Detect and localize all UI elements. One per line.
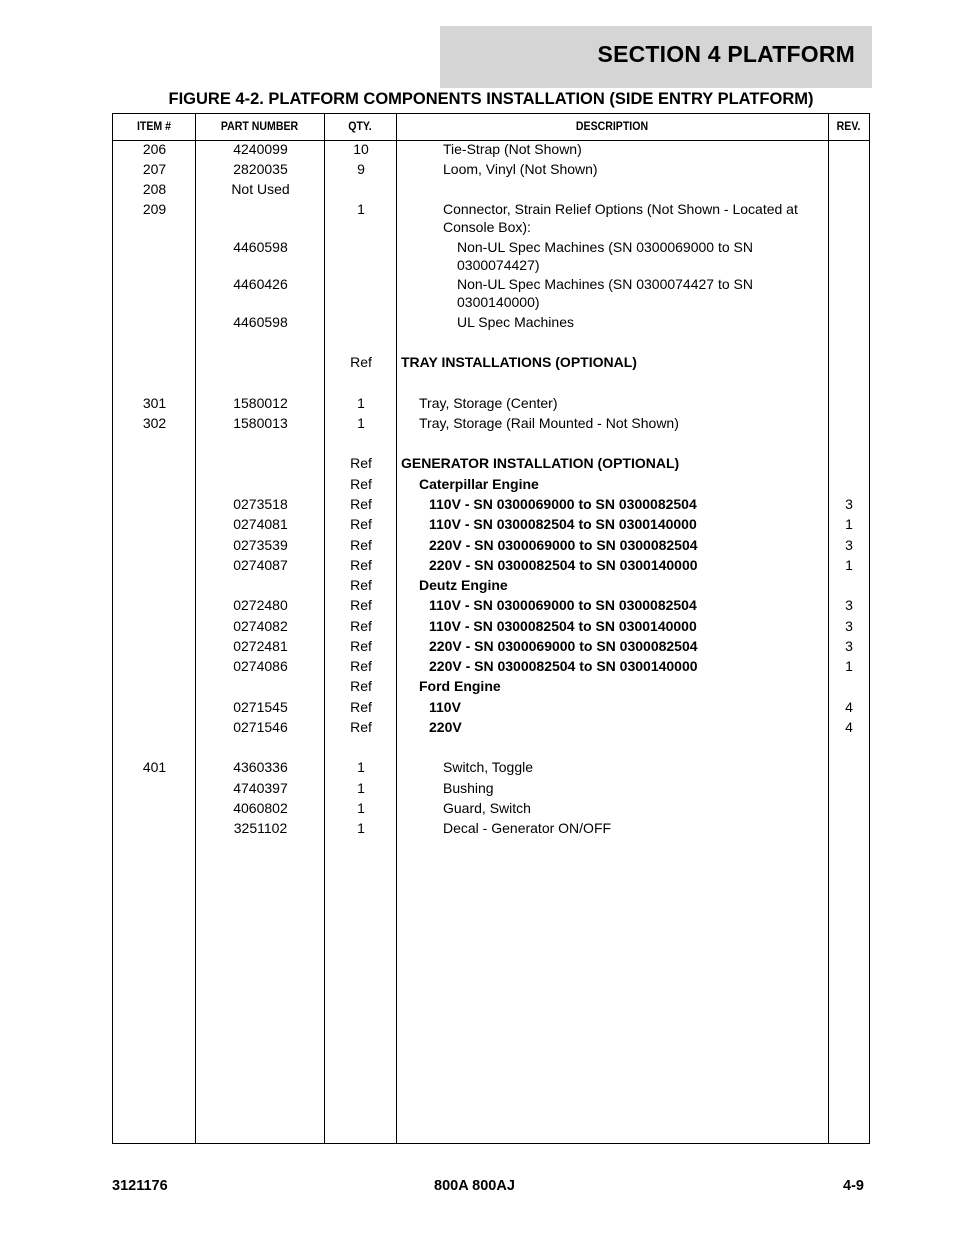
cell-item: 401 (142, 759, 167, 775)
cell-part: 1580012 (233, 395, 288, 411)
cell-desc: 110V - SN 0300082504 to SN 0300140000 (429, 618, 697, 634)
cell-desc: Caterpillar Engine (419, 476, 539, 492)
cell-qty: Ref (350, 557, 372, 573)
cell-desc: TRAY INSTALLATIONS (OPTIONAL) (401, 354, 637, 370)
cell-part: 2820035 (233, 161, 288, 177)
cell-part: 1580013 (233, 415, 288, 431)
cell-part: 0272481 (233, 638, 288, 654)
cell-part: 0273539 (233, 537, 288, 553)
cell-desc: Ford Engine (419, 678, 501, 694)
cell-part: 4360336 (233, 759, 288, 775)
cell-qty: 10 (353, 141, 369, 157)
cell-desc: 110V - SN 0300082504 to SN 0300140000 (429, 516, 697, 532)
cell-rev: 1 (845, 658, 853, 674)
cell-desc: 220V - SN 0300069000 to SN 0300082504 (429, 537, 698, 553)
header-part-number: PART NUMBER (220, 119, 299, 133)
cell-desc: Loom, Vinyl (Not Shown) (443, 161, 598, 177)
section-banner (440, 26, 872, 88)
cell-part: 4240099 (233, 141, 288, 157)
header-qty: QTY. (348, 119, 372, 133)
cell-qty: 1 (357, 780, 365, 796)
parts-table (112, 113, 870, 1144)
cell-rev: 3 (845, 618, 853, 634)
cell-part: 4460598 (233, 314, 288, 330)
cell-rev: 4 (845, 699, 853, 715)
cell-qty: Ref (350, 638, 372, 654)
cell-qty: Ref (350, 354, 372, 370)
cell-qty: 1 (357, 415, 365, 431)
figure-title: FIGURE 4-2. PLATFORM COMPONENTS INSTALLATION (SIDE ENTRY PLATFORM) (168, 90, 814, 108)
cell-qty: 1 (357, 201, 365, 217)
cell-part: 4740397 (233, 780, 288, 796)
cell-item: 206 (142, 141, 167, 157)
cell-qty: Ref (350, 455, 372, 471)
cell-qty: 1 (357, 395, 365, 411)
cell-desc: Tray, Storage (Center) (419, 395, 558, 411)
cell-desc: 110V - SN 0300069000 to SN 0300082504 (429, 496, 697, 512)
cell-qty: Ref (350, 719, 372, 735)
cell-part: 0274082 (233, 618, 288, 634)
cell-qty: Ref (350, 699, 372, 715)
cell-qty: Ref (350, 516, 372, 532)
cell-desc: Guard, Switch (443, 800, 531, 816)
cell-part: 0272480 (233, 597, 288, 613)
cell-part: 0274086 (233, 658, 288, 674)
cell-qty: Ref (350, 476, 372, 492)
cell-qty: 1 (357, 759, 365, 775)
cell-qty: 9 (357, 161, 365, 177)
cell-qty: Ref (350, 597, 372, 613)
cell-rev: 3 (845, 597, 853, 613)
cell-qty: Ref (350, 618, 372, 634)
cell-part: 4460426 (233, 276, 288, 292)
cell-qty: Ref (350, 537, 372, 553)
cell-desc: Non-UL Spec Machines (SN 0300074427 to SN 0300140000) (457, 276, 753, 310)
cell-part: 0274081 (233, 516, 288, 532)
table-header (113, 114, 869, 141)
cell-item: 208 (142, 181, 167, 197)
cell-part: 0273518 (233, 496, 288, 512)
cell-desc: Deutz Engine (419, 577, 508, 593)
cell-desc: Non-UL Spec Machines (SN 0300069000 to SN 0300074427) (457, 239, 753, 273)
header-item: ITEM # (136, 119, 172, 133)
cell-desc: 220V - SN 0300069000 to SN 0300082504 (429, 638, 698, 654)
cell-desc: GENERATOR INSTALLATION (OPTIONAL) (401, 455, 680, 471)
cell-desc: Tray, Storage (Rail Mounted - Not Shown) (419, 415, 679, 431)
cell-desc: 110V - SN 0300069000 to SN 0300082504 (429, 597, 697, 613)
cell-rev: 3 (845, 537, 853, 553)
cell-rev: 1 (845, 516, 853, 532)
header-rev: REV. (836, 119, 861, 133)
cell-desc: Bushing (443, 780, 494, 796)
footer-model: 800A 800AJ (434, 1178, 515, 1194)
cell-rev: 4 (845, 719, 853, 735)
cell-part: 0271545 (233, 699, 288, 715)
cell-item: 207 (142, 161, 167, 177)
cell-desc: 110V (429, 699, 461, 715)
footer-doc-number: 3121176 (112, 1178, 168, 1194)
cell-part: 4060802 (233, 800, 288, 816)
cell-qty: 1 (357, 800, 365, 816)
cell-rev: 3 (845, 638, 853, 654)
cell-part: 3251102 (233, 820, 288, 836)
cell-part: 0274087 (233, 557, 288, 573)
header-description: DESCRIPTION (575, 119, 649, 133)
cell-part: 0271546 (233, 719, 288, 735)
cell-desc: 220V - SN 0300082504 to SN 0300140000 (429, 557, 698, 573)
cell-part: 4460598 (233, 239, 288, 255)
cell-desc: Switch, Toggle (443, 759, 534, 775)
cell-desc: 220V (429, 719, 462, 735)
footer-page-number: 4-9 (843, 1178, 864, 1194)
cell-item: 301 (142, 395, 167, 411)
cell-desc: UL Spec Machines (457, 314, 574, 330)
cell-qty: 1 (357, 820, 365, 836)
cell-qty: Ref (350, 496, 372, 512)
cell-part: Not Used (231, 181, 290, 197)
cell-desc: Decal - Generator ON/OFF (443, 820, 612, 836)
cell-rev: 3 (845, 496, 853, 512)
cell-desc: Connector, Strain Relief Options (Not Shown - Located at Console Box): (443, 201, 798, 235)
cell-item: 302 (142, 415, 167, 431)
cell-item: 209 (142, 201, 167, 217)
cell-qty: Ref (350, 658, 372, 674)
cell-desc: 220V - SN 0300082504 to SN 0300140000 (429, 658, 698, 674)
section-title: SECTION 4 PLATFORM (597, 41, 855, 67)
cell-qty: Ref (350, 577, 372, 593)
cell-qty: Ref (350, 678, 372, 694)
cell-desc: Tie-Strap (Not Shown) (443, 141, 582, 157)
cell-rev: 1 (845, 557, 853, 573)
